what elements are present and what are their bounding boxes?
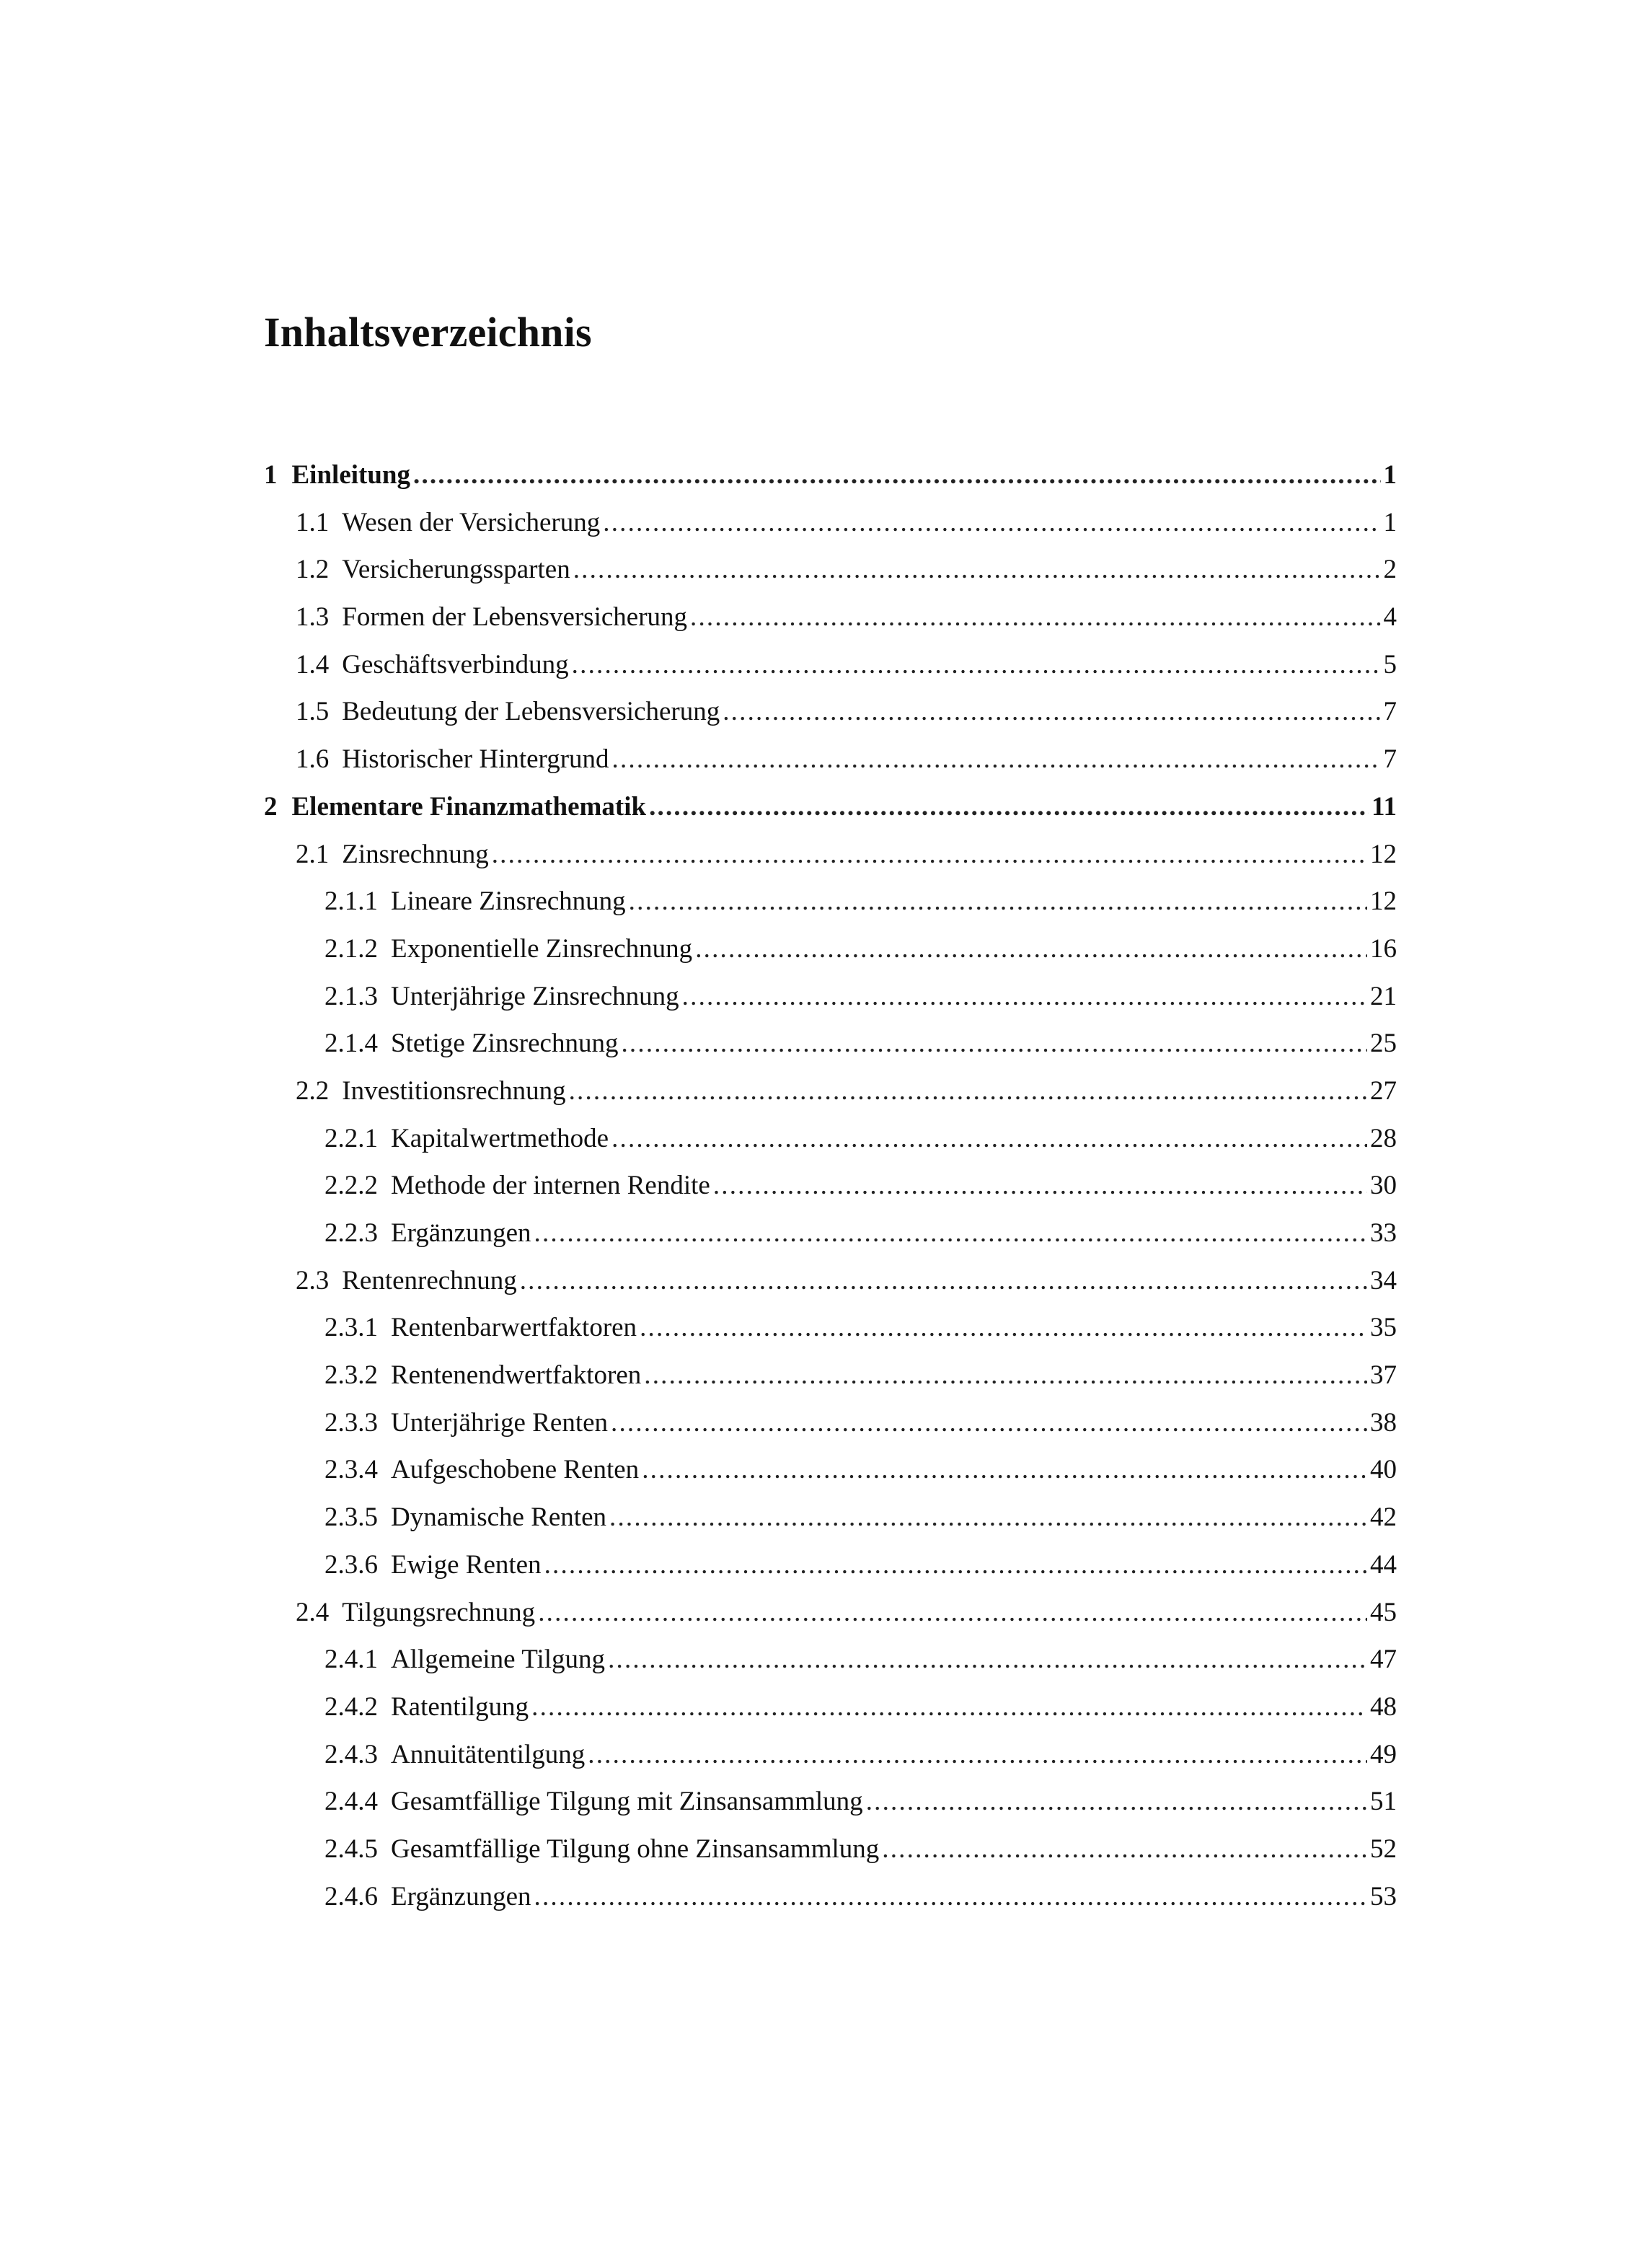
toc-entry-number: 1.2 xyxy=(296,555,330,585)
dot-leader xyxy=(629,888,1367,915)
toc-entry[interactable] xyxy=(264,1741,1397,1789)
toc-entry-number: 1.6 xyxy=(296,744,330,775)
dot-leader xyxy=(611,1125,1367,1152)
dot-leader xyxy=(572,651,1381,678)
toc-entry-page: 40 xyxy=(1370,1455,1397,1485)
toc-entry[interactable] xyxy=(264,983,1397,1031)
toc-entry-page: 7 xyxy=(1383,744,1397,775)
toc-entry-number: 2.3.1 xyxy=(324,1313,378,1343)
toc-entry-number: 2.2.3 xyxy=(324,1218,378,1248)
toc-entry-title: Lineare Zinsrechnung xyxy=(391,886,626,917)
toc-entry-page: 33 xyxy=(1370,1218,1397,1248)
toc-entry-number: 2.1.2 xyxy=(324,933,378,964)
toc-entry-page: 35 xyxy=(1370,1313,1397,1343)
toc-entry-number: 1.3 xyxy=(296,602,330,633)
toc-entry[interactable] xyxy=(264,1836,1397,1883)
toc-entry-title: Unterjährige Zinsrechnung xyxy=(391,981,679,1011)
toc-entry-page: 7 xyxy=(1383,697,1397,727)
page-title: Inhaltsverzeichnis xyxy=(264,309,592,356)
toc-entry-title: Rentenendwertfaktoren xyxy=(391,1360,642,1391)
toc-entry-title: Ergänzungen xyxy=(391,1881,531,1911)
toc-entry-number: 2.1.3 xyxy=(324,981,378,1011)
toc-entry-title: Dynamische Renten xyxy=(391,1502,606,1533)
toc-entry[interactable] xyxy=(264,1362,1397,1409)
toc-entry-page: 30 xyxy=(1370,1171,1397,1201)
toc-entry-page: 12 xyxy=(1370,886,1397,917)
toc-entry-title: Tilgungsrechnung xyxy=(342,1597,536,1627)
toc-entry-page: 12 xyxy=(1370,839,1397,869)
dot-leader xyxy=(531,1694,1367,1720)
toc-entry-title: Geschäftsverbindung xyxy=(342,649,569,679)
toc-entry-page: 4 xyxy=(1383,602,1397,633)
toc-entry-page: 48 xyxy=(1370,1691,1397,1722)
dot-leader xyxy=(573,556,1381,583)
dot-leader xyxy=(534,1220,1367,1246)
toc-entry[interactable] xyxy=(264,604,1397,651)
toc-entry-title: Zinsrechnung xyxy=(342,839,489,869)
toc-entry[interactable] xyxy=(264,1125,1397,1173)
toc-entry-title: Rentenrechnung xyxy=(342,1265,517,1295)
dot-leader xyxy=(520,1267,1367,1294)
dot-leader xyxy=(608,1646,1367,1673)
toc-entry-page: 38 xyxy=(1370,1407,1397,1438)
toc-entry[interactable] xyxy=(264,509,1397,557)
toc-entry-number: 2.4.6 xyxy=(324,1881,378,1911)
toc-entry-number: 1.5 xyxy=(296,697,330,727)
dot-leader xyxy=(695,936,1367,962)
toc-entry-number: 2.2.2 xyxy=(324,1171,378,1201)
table-of-contents xyxy=(264,462,1397,1930)
toc-entry[interactable] xyxy=(264,888,1397,936)
toc-entry-page: 52 xyxy=(1370,1834,1397,1864)
toc-entry-page: 5 xyxy=(1383,649,1397,679)
toc-entry-title: Methode der internen Rendite xyxy=(391,1171,710,1201)
toc-entry-number: 1.4 xyxy=(296,649,330,679)
toc-entry-number: 2.3.2 xyxy=(324,1360,378,1391)
dot-leader xyxy=(492,841,1367,868)
toc-entry-title: Einleitung xyxy=(291,460,410,490)
dot-leader xyxy=(644,1362,1367,1388)
toc-entry-title: Exponentielle Zinsrechnung xyxy=(391,933,693,964)
toc-entry-page: 53 xyxy=(1370,1881,1397,1911)
toc-entry-page: 51 xyxy=(1370,1787,1397,1817)
toc-entry-page: 11 xyxy=(1371,791,1397,822)
toc-entry-title: Gesamtfällige Tilgung mit Zinsansammlung xyxy=(391,1787,863,1817)
toc-entry[interactable] xyxy=(264,462,1397,509)
dot-leader xyxy=(682,983,1367,1010)
toc-entry-number: 2.4.5 xyxy=(324,1834,378,1864)
toc-entry[interactable] xyxy=(264,1267,1397,1315)
toc-entry-number: 1 xyxy=(264,460,278,490)
toc-entry-title: Unterjährige Renten xyxy=(391,1407,609,1438)
toc-entry-title: Formen der Lebensversicherung xyxy=(342,602,688,633)
toc-entry-page: 44 xyxy=(1370,1549,1397,1580)
toc-entry[interactable] xyxy=(264,1409,1397,1457)
toc-entry-title: Ergänzungen xyxy=(391,1218,531,1248)
toc-entry-title: Annuitätentilgung xyxy=(391,1739,586,1769)
toc-entry-title: Historischer Hintergrund xyxy=(342,744,609,775)
toc-entry-page: 37 xyxy=(1370,1360,1397,1391)
toc-entry[interactable] xyxy=(264,1599,1397,1647)
toc-entry[interactable] xyxy=(264,698,1397,746)
toc-entry-page: 27 xyxy=(1370,1075,1397,1106)
toc-entry-number: 2.3.3 xyxy=(324,1407,378,1438)
toc-entry-title: Stetige Zinsrechnung xyxy=(391,1029,619,1059)
toc-entry-page: 28 xyxy=(1370,1123,1397,1153)
toc-entry-page: 34 xyxy=(1370,1265,1397,1295)
toc-entry-title: Aufgeschobene Renten xyxy=(391,1455,640,1485)
toc-entry-page: 45 xyxy=(1370,1597,1397,1627)
toc-entry[interactable] xyxy=(264,1030,1397,1078)
toc-entry[interactable] xyxy=(264,651,1397,699)
dot-leader xyxy=(723,698,1380,725)
toc-entry-number: 2.3 xyxy=(296,1265,330,1295)
toc-entry-title: Wesen der Versicherung xyxy=(342,507,601,537)
dot-leader xyxy=(611,1409,1367,1436)
dot-leader xyxy=(640,1314,1367,1341)
toc-entry[interactable] xyxy=(264,1314,1397,1362)
toc-entry[interactable] xyxy=(264,1549,1397,1599)
toc-entry[interactable] xyxy=(264,1883,1397,1931)
toc-entry[interactable] xyxy=(264,1691,1397,1741)
toc-entry-number: 2.3.5 xyxy=(324,1502,378,1533)
toc-entry[interactable] xyxy=(264,1172,1397,1220)
toc-entry-number: 2.4.4 xyxy=(324,1787,378,1817)
dot-leader xyxy=(544,1552,1367,1578)
toc-entry-number: 2.4.2 xyxy=(324,1691,378,1722)
toc-entry-number: 2.1 xyxy=(296,839,330,869)
toc-entry-page: 21 xyxy=(1370,981,1397,1011)
dot-leader xyxy=(413,462,1381,488)
toc-entry-page: 25 xyxy=(1370,1029,1397,1059)
toc-entry-number: 2.2.1 xyxy=(324,1123,378,1153)
toc-entry-title: Ewige Renten xyxy=(391,1549,542,1580)
toc-entry[interactable] xyxy=(264,1220,1397,1267)
toc-entry[interactable] xyxy=(264,841,1397,889)
dot-leader xyxy=(612,746,1381,773)
toc-entry-page: 49 xyxy=(1370,1739,1397,1769)
toc-entry-page: 1 xyxy=(1383,507,1397,537)
toc-entry[interactable] xyxy=(264,746,1397,793)
toc-entry-title: Bedeutung der Lebensversicherung xyxy=(342,697,720,727)
toc-entry-page: 1 xyxy=(1383,460,1397,490)
toc-entry-number: 2 xyxy=(264,791,278,822)
toc-entry[interactable] xyxy=(264,1456,1397,1504)
dot-leader xyxy=(609,1504,1367,1531)
toc-entry[interactable] xyxy=(264,793,1397,841)
toc-entry-title: Allgemeine Tilgung xyxy=(391,1645,606,1675)
toc-entry-page: 2 xyxy=(1383,555,1397,585)
toc-entry-number: 2.4.3 xyxy=(324,1739,378,1769)
toc-entry-title: Kapitalwertmethode xyxy=(391,1123,609,1153)
toc-entry-title: Elementare Finanzmathematik xyxy=(291,791,647,822)
toc-entry-number: 2.1.4 xyxy=(324,1029,378,1059)
toc-entry-number: 1.1 xyxy=(296,507,330,537)
toc-entry[interactable] xyxy=(264,933,1397,983)
toc-entry[interactable] xyxy=(264,556,1397,604)
toc-entry-page: 16 xyxy=(1370,933,1397,964)
toc-entry-title: Investitionsrechnung xyxy=(342,1075,566,1106)
dot-leader xyxy=(588,1741,1367,1768)
toc-entry-page: 42 xyxy=(1370,1502,1397,1533)
dot-leader xyxy=(642,1456,1367,1483)
dot-leader xyxy=(690,604,1380,630)
toc-entry-page: 47 xyxy=(1370,1645,1397,1675)
dot-leader xyxy=(621,1030,1367,1057)
toc-entry-title: Ratentilgung xyxy=(391,1691,529,1722)
toc-entry[interactable] xyxy=(264,1504,1397,1552)
toc-entry-number: 2.3.4 xyxy=(324,1455,378,1485)
dot-leader xyxy=(713,1172,1367,1199)
toc-entry-number: 2.4.1 xyxy=(324,1645,378,1675)
dot-leader xyxy=(882,1836,1367,1862)
toc-entry[interactable] xyxy=(264,1788,1397,1836)
toc-entry-title: Rentenbarwertfaktoren xyxy=(391,1313,637,1343)
toc-entry[interactable] xyxy=(264,1646,1397,1694)
toc-entry-number: 2.4 xyxy=(296,1597,330,1627)
toc-entry[interactable] xyxy=(264,1075,1397,1125)
toc-entry-title: Gesamtfällige Tilgung ohne Zinsansammlung xyxy=(391,1834,880,1864)
toc-entry-title: Versicherungssparten xyxy=(342,555,570,585)
dot-leader xyxy=(534,1883,1367,1910)
dot-leader xyxy=(866,1788,1367,1815)
dot-leader xyxy=(569,1078,1367,1104)
toc-entry-number: 2.2 xyxy=(296,1075,330,1106)
dot-leader xyxy=(538,1599,1367,1626)
dot-leader xyxy=(603,509,1380,536)
toc-entry-number: 2.3.6 xyxy=(324,1549,378,1580)
toc-entry-number: 2.1.1 xyxy=(324,886,378,917)
dot-leader xyxy=(649,793,1369,820)
